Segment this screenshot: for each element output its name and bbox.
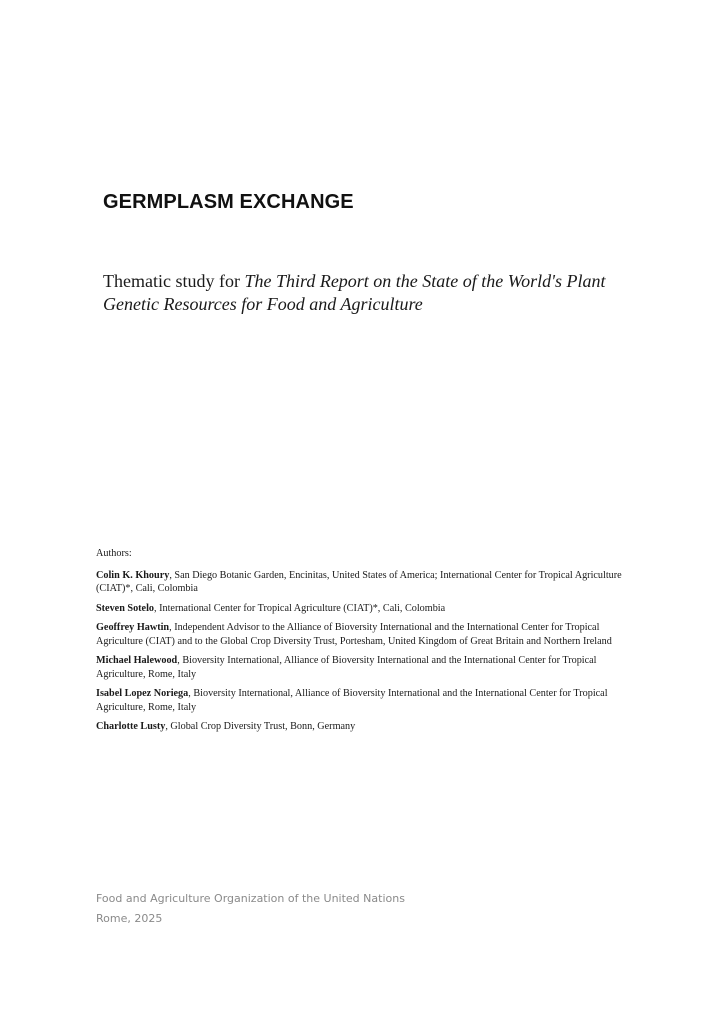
author-name: Charlotte Lusty bbox=[96, 721, 166, 732]
author-entry bbox=[96, 687, 636, 714]
document-subtitle bbox=[103, 270, 663, 316]
author-affiliation: , International Center for Tropical Agriculture (CIAT)*, Cali, Colombia bbox=[154, 602, 446, 614]
author-name: Michael Halewood bbox=[96, 655, 178, 666]
author-affiliation: , San Diego Botanic Garden, Encinitas, United States of America; International Center for Tropical Agriculture (CIAT)*, Cali, Colombia bbox=[96, 569, 622, 594]
authors-section bbox=[96, 547, 636, 740]
subtitle-prefix: Thematic study for bbox=[103, 271, 245, 291]
author-entry bbox=[96, 654, 636, 681]
subtitle-report-name: The Third Report on the State of the World's Plant Genetic Resources for Food and Agriculture bbox=[103, 271, 606, 314]
author-name: Steven Sotelo bbox=[96, 602, 155, 614]
author-affiliation: , Bioversity International, Alliance of Bioversity International and the International Center for Tropical Agriculture, Rome, Italy bbox=[96, 655, 597, 680]
document-title: GERMPLASM EXCHANGE bbox=[103, 191, 354, 213]
author-name: Colin K. Khoury bbox=[96, 569, 170, 581]
author-entry bbox=[96, 602, 636, 616]
author-affiliation: , Global Crop Diversity Trust, Bonn, Germany bbox=[165, 721, 356, 732]
publication-place-date: Rome, 2025 bbox=[96, 912, 163, 925]
publisher-footer bbox=[96, 889, 405, 929]
author-entry bbox=[96, 720, 636, 734]
author-name: Geoffrey Hawtin bbox=[96, 622, 170, 633]
author-entry bbox=[96, 569, 636, 596]
author-entry bbox=[96, 621, 636, 648]
author-affiliation: , Independent Advisor to the Alliance of Bioversity International and the International Center for Tropical Agriculture (CIAT) and to the Global Crop Diversity Trust, Portesham, United Kingdom of Great Britain and Northern Ireland bbox=[96, 622, 612, 647]
author-affiliation: , Bioversity International, Alliance of Bioversity International and the International Center for Tropical Agriculture, Rome, Italy bbox=[96, 688, 608, 713]
authors-heading: Authors: bbox=[96, 548, 132, 559]
publisher-organization: Food and Agriculture Organization of the United Nations bbox=[96, 892, 405, 905]
author-name: Isabel Lopez Noriega bbox=[96, 688, 189, 699]
